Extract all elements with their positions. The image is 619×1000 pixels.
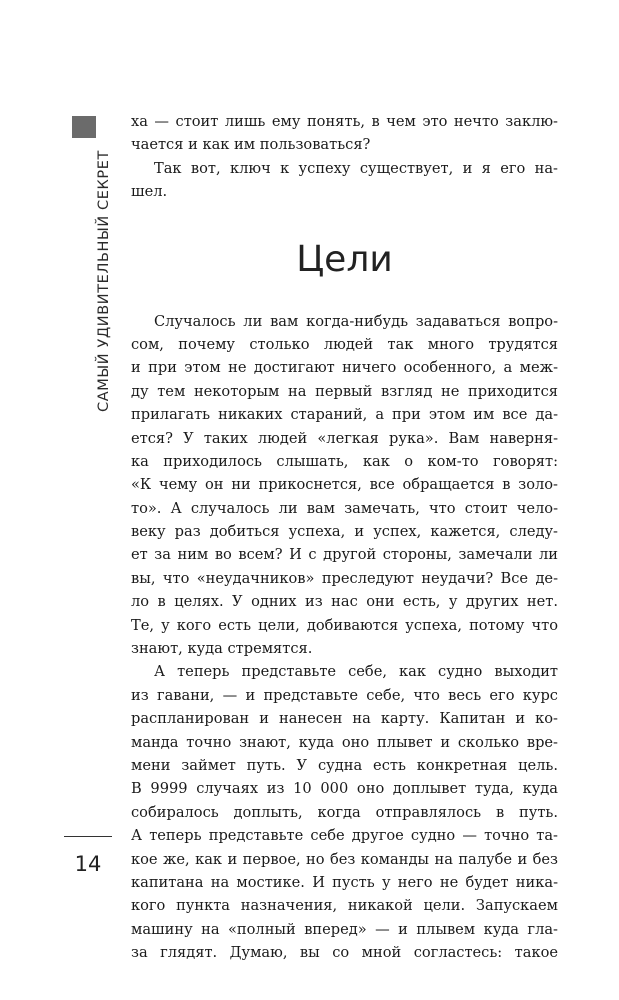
folio-rule (64, 836, 112, 837)
text-line: ха — стоит лишь ему понять, в чем это нечто заклю- (131, 113, 558, 130)
text-line: машину на «полный вперед» — и плывем куда гла- (131, 920, 558, 938)
text-line: ду тем некоторым на первый взгляд не приходится (131, 382, 558, 400)
text-line: Так вот, ключ к успеху существует, и я его на- (154, 159, 558, 177)
text-line: В 9999 случаях из 10 000 оно доплывет туда, куда (131, 780, 558, 798)
text-line: чается и как им пользоваться? (131, 136, 371, 154)
text-line: манда точно знают, куда оно плывет и сколько вре- (131, 733, 558, 751)
text-line: из гавани, — и представьте себе, что весь его курс (131, 686, 558, 704)
section-marker (72, 116, 96, 138)
body-text (131, 110, 558, 965)
text-line: «К чему он ни прикоснется, все обращается в золо- (131, 476, 558, 494)
text-line: шел. (131, 183, 168, 201)
text-line: веку раз добиться успеха, и успех, кажется, следу- (131, 523, 558, 541)
text-line: сом, почему столько людей так много трудятся (131, 335, 558, 353)
text-line: А теперь представьте себе другое судно — точно та- (131, 827, 558, 845)
text-line: А теперь представьте себе, как судно выходит (154, 663, 558, 681)
text-line: Случалось ли вам когда-нибудь задаваться вопро- (154, 312, 558, 330)
text-line: прилагать никаких стараний, а при этом им все да- (131, 406, 558, 424)
text-line: то». А случалось ли вам замечать, что стоит чело- (131, 499, 558, 517)
text-line: ка приходилось слышать, как о ком-то говорят: (131, 452, 558, 470)
running-head: САМЫЙ УДИВИТЕЛЬНЫЙ СЕКРЕТ (96, 150, 112, 412)
text-line: распланирован и нанесен на карту. Капитан и ко- (131, 710, 558, 728)
text-line: и при этом не достигают ничего особенного, а меж- (131, 359, 558, 377)
text-line: кое же, как и первое, но без команды на палубе и без (131, 850, 558, 868)
text-line: Те, у кого есть цели, добиваются успеха, потому что (131, 616, 558, 634)
text-line: вы, что «неудачников» преследуют неудачи? Все де- (131, 569, 558, 587)
text-line: ет за ним во всем? И с другой стороны, замечали ли (131, 546, 558, 564)
text-line: за глядят. Думаю, вы со мной согластесь: такое (131, 944, 558, 962)
text-line: кого пункта назначения, никакой цели. Запускаем (131, 897, 558, 915)
text-line: ло в целях. У одних из нас они есть, у других нет. (131, 593, 558, 611)
paragraph-2 (131, 660, 558, 964)
text-line: капитана на мостике. И пусть у него не будет ника- (131, 873, 558, 891)
text-line: знают, куда стремятся. (131, 640, 313, 658)
text-line: мени займет путь. У судна есть конкретная цель. (131, 756, 558, 774)
text-line: ется? У таких людей «легкая рука». Вам наверня- (131, 429, 558, 447)
page-number: 14 (74, 852, 102, 876)
text-line: собиралось доплыть, когда отправлялось в путь. (131, 803, 558, 821)
paragraph-1 (131, 310, 558, 661)
section-title: Цели (296, 238, 393, 280)
